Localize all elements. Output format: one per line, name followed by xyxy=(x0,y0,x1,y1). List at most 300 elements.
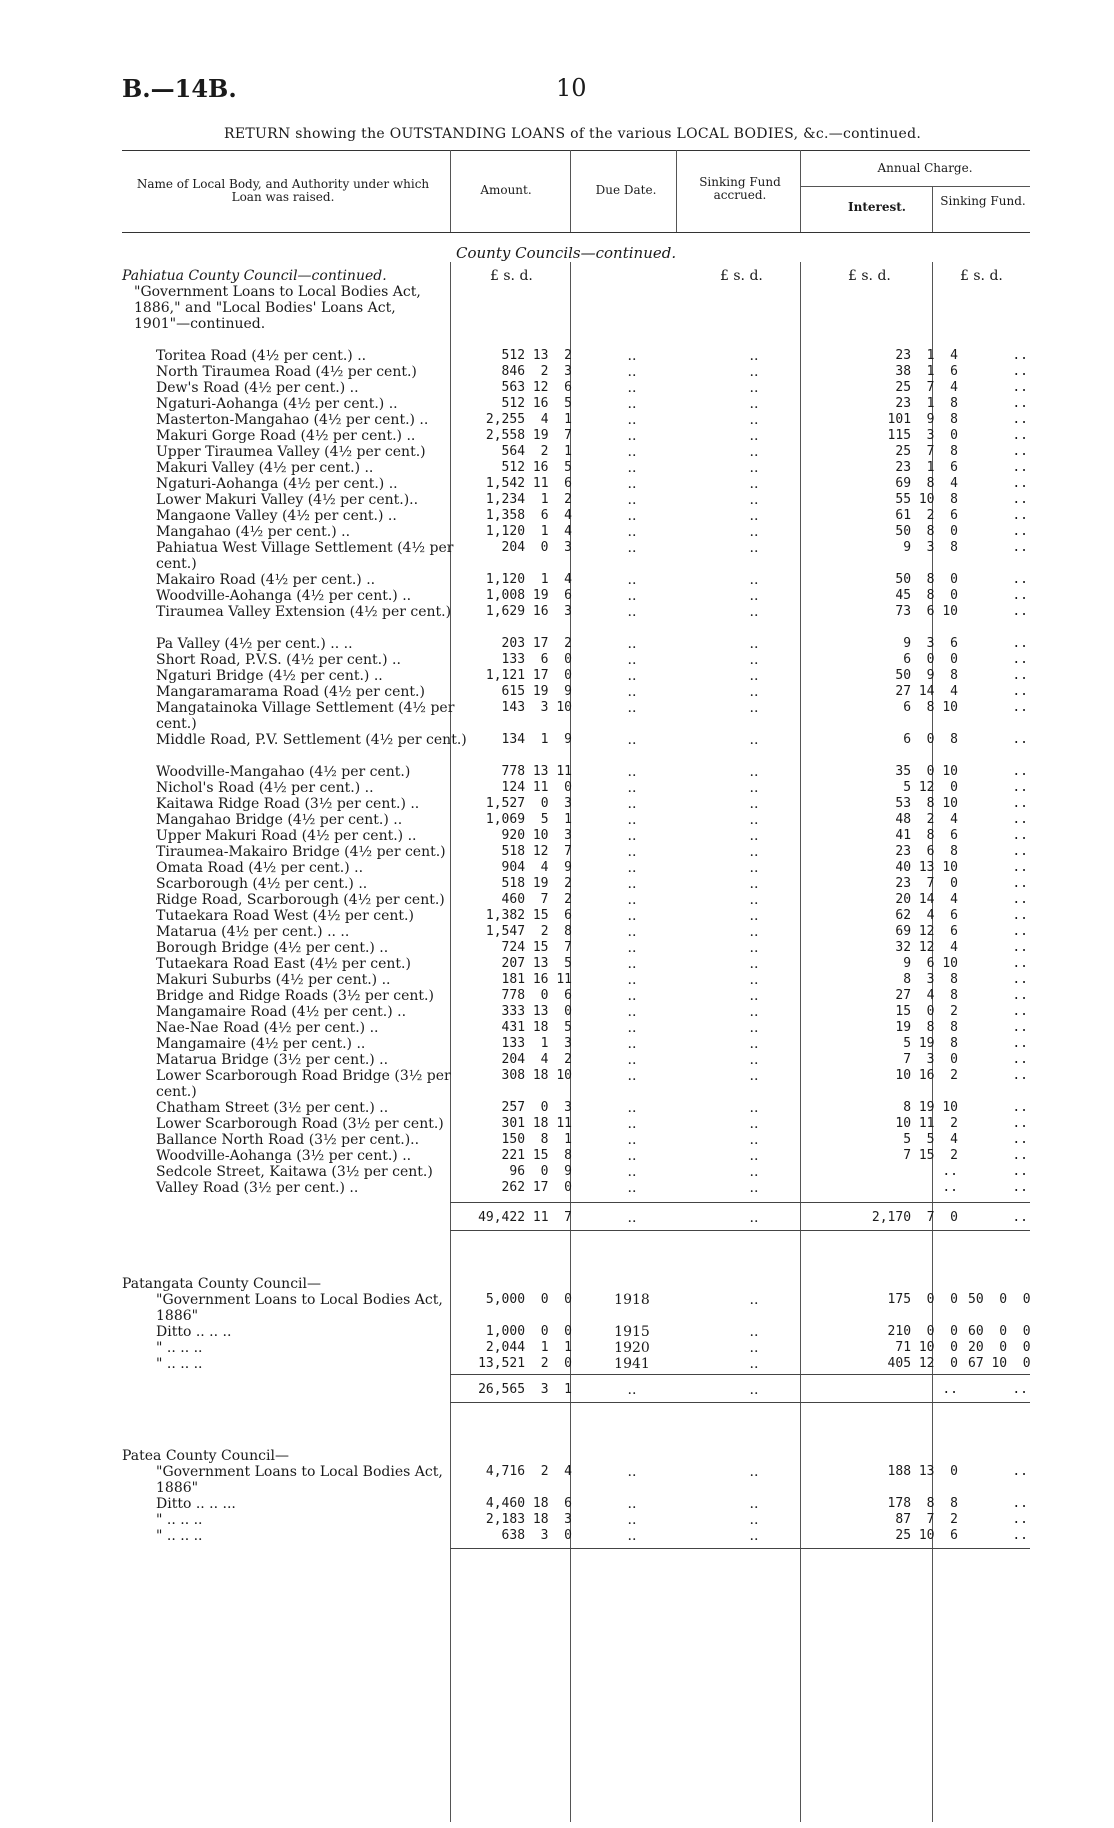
loan-sinking-accrued: .. xyxy=(749,460,759,476)
loan-sinking-accrued: .. xyxy=(749,1180,759,1196)
loan-sinking-accrued: .. xyxy=(749,364,759,380)
loan-name: Ridge Road, Scarborough (4½ per cent.) xyxy=(156,892,445,908)
loan-name: Toritea Road (4½ per cent.) .. xyxy=(156,348,367,364)
loan-due-date: .. xyxy=(627,972,637,988)
loan-sinking-fund: .. xyxy=(1012,1004,1028,1019)
amount-currency: £ s. d. xyxy=(490,268,533,284)
loan-sinking-fund: .. xyxy=(1012,1528,1028,1543)
loan-interest: 25 7 4 xyxy=(895,380,958,395)
loan-sinking-fund: .. xyxy=(1012,460,1028,475)
loan-name: Mangahao (4½ per cent.) .. xyxy=(156,524,351,540)
loan-sinking-accrued: .. xyxy=(749,732,759,748)
loan-interest: 25 7 8 xyxy=(895,444,958,459)
loan-due-date: .. xyxy=(627,380,637,396)
loan-amount: 150 8 1 xyxy=(501,1132,572,1147)
loan-sinking-accrued: .. xyxy=(749,988,759,1004)
sinking-currency: £ s. d. xyxy=(720,268,763,284)
loan-sinking-accrued: .. xyxy=(749,1116,759,1132)
loan-sinking-accrued: .. xyxy=(749,524,759,540)
loan-sinking-accrued: .. xyxy=(749,1528,759,1544)
col-interest-header: Interest. xyxy=(848,200,906,214)
loan-sinking-fund: .. xyxy=(1012,684,1028,699)
loan-interest: 405 12 0 xyxy=(887,1356,958,1371)
loan-sinking-fund: 60 0 0 xyxy=(968,1324,1031,1339)
loan-sinking-accrued: .. xyxy=(749,780,759,796)
loan-sinking-fund: .. xyxy=(1012,1052,1028,1067)
loan-sinking-fund: .. xyxy=(1012,940,1028,955)
loan-interest: 50 8 0 xyxy=(895,572,958,587)
loan-interest: 32 12 4 xyxy=(895,940,958,955)
loan-due-date: .. xyxy=(627,860,637,876)
loan-interest: 7 15 2 xyxy=(903,1148,958,1163)
loan-amount: 308 18 10 xyxy=(501,1068,572,1083)
loan-due-date: .. xyxy=(627,780,637,796)
loan-due-date: .. xyxy=(627,428,637,444)
loan-amount: 333 13 0 xyxy=(501,1004,572,1019)
loan-name: Mangahao Bridge (4½ per cent.) .. xyxy=(156,812,403,828)
loan-due-date: .. xyxy=(627,1132,637,1148)
loan-interest: 50 8 0 xyxy=(895,524,958,539)
loan-name: Ditto .. .. .. xyxy=(156,1324,232,1340)
col-due-header: Due Date. xyxy=(595,183,657,197)
loan-sinking-accrued: .. xyxy=(749,588,759,604)
loan-sinking-fund: .. xyxy=(1012,1180,1028,1195)
loan-interest: 5 19 8 xyxy=(903,1036,958,1051)
loan-amount: 2,558 19 7 xyxy=(485,428,572,443)
loan-interest: 35 0 10 xyxy=(895,764,958,779)
loan-sinking-accrued: .. xyxy=(749,1496,759,1512)
loan-due-date: .. xyxy=(627,700,637,716)
sfund-currency: £ s. d. xyxy=(960,268,1003,284)
loan-due-date: .. xyxy=(627,1052,637,1068)
loan-sinking-fund: 67 10 0 xyxy=(968,1356,1031,1371)
loan-name: Mangamaire (4½ per cent.) .. xyxy=(156,1036,366,1052)
bottom-rule xyxy=(450,1548,1030,1549)
loan-interest: 178 8 8 xyxy=(887,1496,958,1511)
loan-name: Makuri Valley (4½ per cent.) .. xyxy=(156,460,374,476)
loan-name: Lower Scarborough Road Bridge (3½ per cent.) xyxy=(156,1068,451,1100)
loan-due-date: .. xyxy=(627,1020,637,1036)
loan-name: Woodville-Aohanga (4½ per cent.) .. xyxy=(156,588,412,604)
loan-name: Lower Makuri Valley (4½ per cent.).. xyxy=(156,492,419,508)
loan-sinking-fund: .. xyxy=(1012,1496,1028,1511)
loan-sinking-fund: .. xyxy=(1012,1116,1028,1131)
council-title-text: Patangata County Council— xyxy=(122,1276,321,1292)
loan-name: Sedcole Street, Kaitawa (3½ per cent.) xyxy=(156,1164,433,1180)
loan-sinking-fund: .. xyxy=(1012,860,1028,875)
loan-sinking-fund: .. xyxy=(1012,412,1028,427)
loan-sinking-fund: .. xyxy=(1012,524,1028,539)
loan-sinking-fund: .. xyxy=(1012,1464,1028,1479)
loan-due-date: 1941 xyxy=(614,1356,650,1372)
loan-amount: 518 19 2 xyxy=(501,876,572,891)
loan-due-date: .. xyxy=(627,892,637,908)
loan-name: Ngaturi-Aohanga (4½ per cent.) .. xyxy=(156,476,398,492)
loan-due-date: .. xyxy=(627,1464,637,1480)
loan-sinking-accrued: .. xyxy=(749,940,759,956)
loan-interest: 5 12 0 xyxy=(903,780,958,795)
loan-due-date: .. xyxy=(627,796,637,812)
loan-amount: 1,008 19 6 xyxy=(485,588,572,603)
loan-interest: 61 2 6 xyxy=(895,508,958,523)
loan-amount: 4,716 2 4 xyxy=(485,1464,572,1479)
loan-sinking-fund: .. xyxy=(1012,700,1028,715)
loan-sinking-accrued: .. xyxy=(749,908,759,924)
loan-amount: 460 7 2 xyxy=(501,892,572,907)
loan-amount: 563 12 6 xyxy=(501,380,572,395)
loan-name: Scarborough (4½ per cent.) .. xyxy=(156,876,368,892)
loan-sinking-accrued: .. xyxy=(749,700,759,716)
loan-sinking-fund: .. xyxy=(1012,652,1028,667)
loan-name: "Government Loans to Local Bodies Act, 1886" xyxy=(156,1464,443,1496)
loan-sinking-accrued: .. xyxy=(749,1036,759,1052)
loan-interest: 50 9 8 xyxy=(895,668,958,683)
total-sinking: .. xyxy=(749,1210,759,1226)
loan-sinking-fund: .. xyxy=(1012,364,1028,379)
loan-interest: 7 3 0 xyxy=(903,1052,958,1067)
loan-amount: 204 0 3 xyxy=(501,540,572,555)
loan-due-date: .. xyxy=(627,1036,637,1052)
loan-amount: 203 17 2 xyxy=(501,636,572,651)
loan-due-date: .. xyxy=(627,668,637,684)
loan-name: Tiraumea Valley Extension (4½ per cent.) xyxy=(156,604,452,620)
subtotal-rule xyxy=(450,1202,1030,1203)
loan-amount: 2,255 4 1 xyxy=(485,412,572,427)
loan-sinking-fund: .. xyxy=(1012,988,1028,1003)
loan-amount: 221 15 8 xyxy=(501,1148,572,1163)
loan-sinking-fund: .. xyxy=(1012,668,1028,683)
loan-due-date: .. xyxy=(627,588,637,604)
loan-interest: 10 16 2 xyxy=(895,1068,958,1083)
loan-amount: 143 3 10 xyxy=(501,700,572,715)
loan-sinking-accrued: .. xyxy=(749,1052,759,1068)
loan-due-date: .. xyxy=(627,396,637,412)
loan-due-date: .. xyxy=(627,1528,637,1544)
loan-sinking-accrued: .. xyxy=(749,1464,759,1480)
loan-sinking-accrued: .. xyxy=(749,428,759,444)
loan-due-date: .. xyxy=(627,908,637,924)
loan-sinking-fund: .. xyxy=(1012,956,1028,971)
loan-amount: 431 18 5 xyxy=(501,1020,572,1035)
loan-amount: 564 2 1 xyxy=(501,444,572,459)
loan-name: Chatham Street (3½ per cent.) .. xyxy=(156,1100,389,1116)
loan-name: " .. .. .. xyxy=(156,1528,203,1544)
loan-interest: 8 3 8 xyxy=(903,972,958,987)
total-amount: 26,565 3 1 xyxy=(478,1382,572,1397)
loan-amount: 904 4 9 xyxy=(501,860,572,875)
loan-sinking-accrued: .. xyxy=(749,684,759,700)
loan-interest: 25 10 6 xyxy=(895,1528,958,1543)
loan-sinking-accrued: .. xyxy=(749,1324,759,1340)
loan-amount: 1,000 0 0 xyxy=(485,1324,572,1339)
loan-name: Bridge and Ridge Roads (3½ per cent.) xyxy=(156,988,434,1004)
loan-sinking-accrued: .. xyxy=(749,972,759,988)
total-interest: .. xyxy=(942,1382,958,1397)
loan-amount: 512 16 5 xyxy=(501,460,572,475)
col-divider xyxy=(450,150,451,232)
council-title-text: Pahiatua County Council—continued. xyxy=(122,268,387,284)
loan-amount: 13,521 2 0 xyxy=(478,1356,572,1371)
loan-name: "Government Loans to Local Bodies Act, 1886" xyxy=(156,1292,443,1324)
loan-sinking-fund: .. xyxy=(1012,1148,1028,1163)
loan-interest: 71 10 0 xyxy=(895,1340,958,1355)
loan-due-date: .. xyxy=(627,1180,637,1196)
loan-interest: 188 13 0 xyxy=(887,1464,958,1479)
loan-sinking-fund: .. xyxy=(1012,828,1028,843)
section-title: County Councils—continued. xyxy=(456,244,677,262)
loan-sinking-fund: .. xyxy=(1012,844,1028,859)
loan-name: Lower Scarborough Road (3½ per cent.) xyxy=(156,1116,444,1132)
loan-amount: 1,629 16 3 xyxy=(485,604,572,619)
loan-name: Pahiatua West Village Settlement (4½ per cent.) xyxy=(156,540,454,572)
loan-interest: 19 8 8 xyxy=(895,1020,958,1035)
loan-interest: 6 0 8 xyxy=(903,732,958,747)
loan-sinking-fund: .. xyxy=(1012,508,1028,523)
loan-interest: 45 8 0 xyxy=(895,588,958,603)
loan-interest: 23 1 4 xyxy=(895,348,958,363)
loan-sinking-accrued: .. xyxy=(749,844,759,860)
loan-name: Woodville-Aohanga (3½ per cent.) .. xyxy=(156,1148,412,1164)
top-rule xyxy=(122,150,1030,151)
loan-sinking-fund: .. xyxy=(1012,444,1028,459)
loan-sinking-accrued: .. xyxy=(749,396,759,412)
loan-amount: 181 16 11 xyxy=(501,972,572,987)
annual-divider xyxy=(800,186,1030,187)
loan-interest: 23 1 8 xyxy=(895,396,958,411)
loan-due-date: .. xyxy=(627,828,637,844)
col-divider xyxy=(570,150,571,232)
loan-name: Matarua Bridge (3½ per cent.) .. xyxy=(156,1052,389,1068)
loan-name: Omata Road (4½ per cent.) .. xyxy=(156,860,364,876)
loan-amount: 920 10 3 xyxy=(501,828,572,843)
loan-sinking-fund: .. xyxy=(1012,732,1028,747)
loan-interest: 5 5 4 xyxy=(903,1132,958,1147)
loan-sinking-fund: .. xyxy=(1012,972,1028,987)
col-amount-header: Amount. xyxy=(480,183,532,197)
loan-amount: 301 18 11 xyxy=(501,1116,572,1131)
loan-interest: 55 10 8 xyxy=(895,492,958,507)
loan-amount: 207 13 5 xyxy=(501,956,572,971)
loan-name: Kaitawa Ridge Road (3½ per cent.) .. xyxy=(156,796,420,812)
loan-name: Tutaekara Road East (4½ per cent.) xyxy=(156,956,411,972)
loan-amount: 518 12 7 xyxy=(501,844,572,859)
loan-sinking-fund: .. xyxy=(1012,812,1028,827)
loan-name: Upper Tiraumea Valley (4½ per cent.) xyxy=(156,444,426,460)
loan-name: Valley Road (3½ per cent.) .. xyxy=(156,1180,359,1196)
loan-sinking-accrued: .. xyxy=(749,476,759,492)
loan-sinking-fund: 20 0 0 xyxy=(968,1340,1031,1355)
loan-sinking-fund: .. xyxy=(1012,540,1028,555)
loan-sinking-fund: .. xyxy=(1012,764,1028,779)
loan-sinking-fund: .. xyxy=(1012,924,1028,939)
loan-name: Tutaekara Road West (4½ per cent.) xyxy=(156,908,414,924)
loan-sinking-accrued: .. xyxy=(749,348,759,364)
loan-amount: 846 2 3 xyxy=(501,364,572,379)
loan-sinking-accrued: .. xyxy=(749,796,759,812)
interest-currency: £ s. d. xyxy=(848,268,891,284)
loan-due-date: 1915 xyxy=(614,1324,650,1340)
loan-due-date: .. xyxy=(627,1100,637,1116)
loan-sinking-accrued: .. xyxy=(749,1100,759,1116)
loan-sinking-fund: .. xyxy=(1012,476,1028,491)
loan-name: " .. .. .. xyxy=(156,1512,203,1528)
loan-sinking-fund: .. xyxy=(1012,428,1028,443)
loan-amount: 262 17 0 xyxy=(501,1180,572,1195)
loan-amount: 1,120 1 4 xyxy=(485,572,572,587)
loan-amount: 1,382 15 6 xyxy=(485,908,572,923)
loan-interest: 53 8 10 xyxy=(895,796,958,811)
loan-amount: 615 19 9 xyxy=(501,684,572,699)
loan-amount: 5,000 0 0 xyxy=(485,1292,572,1307)
loan-sinking-accrued: .. xyxy=(749,540,759,556)
loan-sinking-accrued: .. xyxy=(749,380,759,396)
loan-sinking-fund: .. xyxy=(1012,1164,1028,1179)
loan-name: Borough Bridge (4½ per cent.) .. xyxy=(156,940,389,956)
loan-name: Nae-Nae Road (4½ per cent.) .. xyxy=(156,1020,379,1036)
loan-name: Tiraumea-Makairo Bridge (4½ per cent.) xyxy=(156,844,446,860)
loan-name: North Tiraumea Road (4½ per cent.) xyxy=(156,364,417,380)
loan-name: Woodville-Mangahao (4½ per cent.) xyxy=(156,764,411,780)
loan-due-date: .. xyxy=(627,604,637,620)
loan-due-date: .. xyxy=(627,540,637,556)
loan-sinking-accrued: .. xyxy=(749,1512,759,1528)
loan-interest: 9 3 8 xyxy=(903,540,958,555)
col-name-header: Name of Local Body, and Authority under which Loan was raised. xyxy=(136,177,430,204)
loan-name: Makairo Road (4½ per cent.) .. xyxy=(156,572,376,588)
loan-sinking-accrued: .. xyxy=(749,860,759,876)
loan-name: Mangatainoka Village Settlement (4½ per cent.) xyxy=(156,700,455,732)
loan-due-date: .. xyxy=(627,476,637,492)
loan-amount: 1,358 6 4 xyxy=(485,508,572,523)
loan-sinking-accrued: .. xyxy=(749,1356,759,1372)
loan-name: Makuri Suburbs (4½ per cent.) .. xyxy=(156,972,391,988)
col-sinking-header: Sinking Fund accrued. xyxy=(699,175,781,202)
loan-interest: 27 14 4 xyxy=(895,684,958,699)
loan-sinking-accrued: .. xyxy=(749,812,759,828)
loan-sinking-fund: .. xyxy=(1012,876,1028,891)
loan-due-date: .. xyxy=(627,492,637,508)
loan-interest: 10 11 2 xyxy=(895,1116,958,1131)
loan-sinking-fund: .. xyxy=(1012,908,1028,923)
loan-name: Middle Road, P.V. Settlement (4½ per cent.) xyxy=(156,732,467,748)
loan-name: Makuri Gorge Road (4½ per cent.) .. xyxy=(156,428,416,444)
loan-amount: 1,234 1 2 xyxy=(485,492,572,507)
loan-sinking-accrued: .. xyxy=(749,828,759,844)
loan-due-date: .. xyxy=(627,460,637,476)
loan-amount: 724 15 7 xyxy=(501,940,572,955)
loan-sinking-accrued: .. xyxy=(749,1020,759,1036)
col-divider xyxy=(932,186,933,232)
loan-due-date: .. xyxy=(627,876,637,892)
loan-interest: 23 1 6 xyxy=(895,460,958,475)
loan-name: " .. .. .. xyxy=(156,1340,203,1356)
loan-name: Ballance North Road (3½ per cent.).. xyxy=(156,1132,420,1148)
loan-due-date: .. xyxy=(627,1068,637,1084)
loan-sinking-accrued: .. xyxy=(749,956,759,972)
total-due: .. xyxy=(627,1210,637,1226)
loan-sinking-accrued: .. xyxy=(749,876,759,892)
loan-sinking-fund: .. xyxy=(1012,396,1028,411)
loan-sinking-fund: .. xyxy=(1012,1020,1028,1035)
loan-interest: 73 6 10 xyxy=(895,604,958,619)
loan-sinking-fund: .. xyxy=(1012,780,1028,795)
loan-amount: 134 1 9 xyxy=(501,732,572,747)
loan-name: Short Road, P.V.S. (4½ per cent.) .. xyxy=(156,652,401,668)
loan-due-date: 1920 xyxy=(614,1340,650,1356)
loan-interest: 115 3 0 xyxy=(887,428,958,443)
loan-name: Mangaone Valley (4½ per cent.) .. xyxy=(156,508,397,524)
loan-due-date: .. xyxy=(627,924,637,940)
loan-name: Nichol's Road (4½ per cent.) .. xyxy=(156,780,374,796)
loan-name: Masterton-Mangahao (4½ per cent.) .. xyxy=(156,412,429,428)
loan-sinking-accrued: .. xyxy=(749,1004,759,1020)
loan-amount: 638 3 0 xyxy=(501,1528,572,1543)
subtotal-rule xyxy=(450,1374,1030,1375)
loan-amount: 133 1 3 xyxy=(501,1036,572,1051)
loan-sinking-accrued: .. xyxy=(749,412,759,428)
col-annual-header: Annual Charge. xyxy=(877,161,973,175)
loan-amount: 124 11 0 xyxy=(501,780,572,795)
loan-sinking-accrued: .. xyxy=(749,892,759,908)
loan-sinking-fund: 50 0 0 xyxy=(968,1292,1031,1307)
loan-sinking-fund: .. xyxy=(1012,348,1028,363)
loan-due-date: .. xyxy=(627,572,637,588)
subtotal-rule xyxy=(450,1230,1030,1231)
loan-amount: 778 0 6 xyxy=(501,988,572,1003)
col-divider xyxy=(676,150,677,232)
loan-interest: 6 0 0 xyxy=(903,652,958,667)
loan-name: Matarua (4½ per cent.) .. .. xyxy=(156,924,350,940)
page-number: 10 xyxy=(556,74,587,102)
loan-amount: 1,121 17 0 xyxy=(485,668,572,683)
loan-due-date: .. xyxy=(627,1512,637,1528)
loan-amount: 4,460 18 6 xyxy=(485,1496,572,1511)
loan-due-date: .. xyxy=(627,844,637,860)
loan-due-date: .. xyxy=(627,988,637,1004)
loan-sinking-accrued: .. xyxy=(749,508,759,524)
total-sinking: .. xyxy=(749,1382,759,1398)
loan-interest: 27 4 8 xyxy=(895,988,958,1003)
loan-due-date: .. xyxy=(627,764,637,780)
loan-name: Ditto .. .. ... xyxy=(156,1496,236,1512)
loan-sinking-accrued: .. xyxy=(749,652,759,668)
loan-amount: 257 0 3 xyxy=(501,1100,572,1115)
loan-interest: 15 0 2 xyxy=(895,1004,958,1019)
loan-sinking-fund: .. xyxy=(1012,1100,1028,1115)
loan-amount: 512 16 5 xyxy=(501,396,572,411)
loan-due-date: .. xyxy=(627,508,637,524)
loan-due-date: .. xyxy=(627,956,637,972)
loan-due-date: .. xyxy=(627,524,637,540)
loan-amount: 1,120 1 4 xyxy=(485,524,572,539)
loan-interest: 41 8 6 xyxy=(895,828,958,843)
loan-sinking-accrued: .. xyxy=(749,604,759,620)
loan-name: Mangamaire Road (4½ per cent.) .. xyxy=(156,1004,407,1020)
loan-interest: 23 7 0 xyxy=(895,876,958,891)
loan-amount: 1,527 0 3 xyxy=(485,796,572,811)
loan-interest: 48 2 4 xyxy=(895,812,958,827)
loan-sinking-fund: .. xyxy=(1012,572,1028,587)
loan-name: Pa Valley (4½ per cent.) .. .. xyxy=(156,636,353,652)
council-title-text: Patea County Council— xyxy=(122,1448,289,1464)
loan-sinking-accrued: .. xyxy=(749,1292,759,1308)
loan-interest: 38 1 6 xyxy=(895,364,958,379)
loan-name: Dew's Road (4½ per cent.) .. xyxy=(156,380,359,396)
total-sfund: .. xyxy=(1012,1382,1028,1397)
loan-due-date: .. xyxy=(627,444,637,460)
loan-sinking-accrued: .. xyxy=(749,1340,759,1356)
loan-interest: 62 4 6 xyxy=(895,908,958,923)
